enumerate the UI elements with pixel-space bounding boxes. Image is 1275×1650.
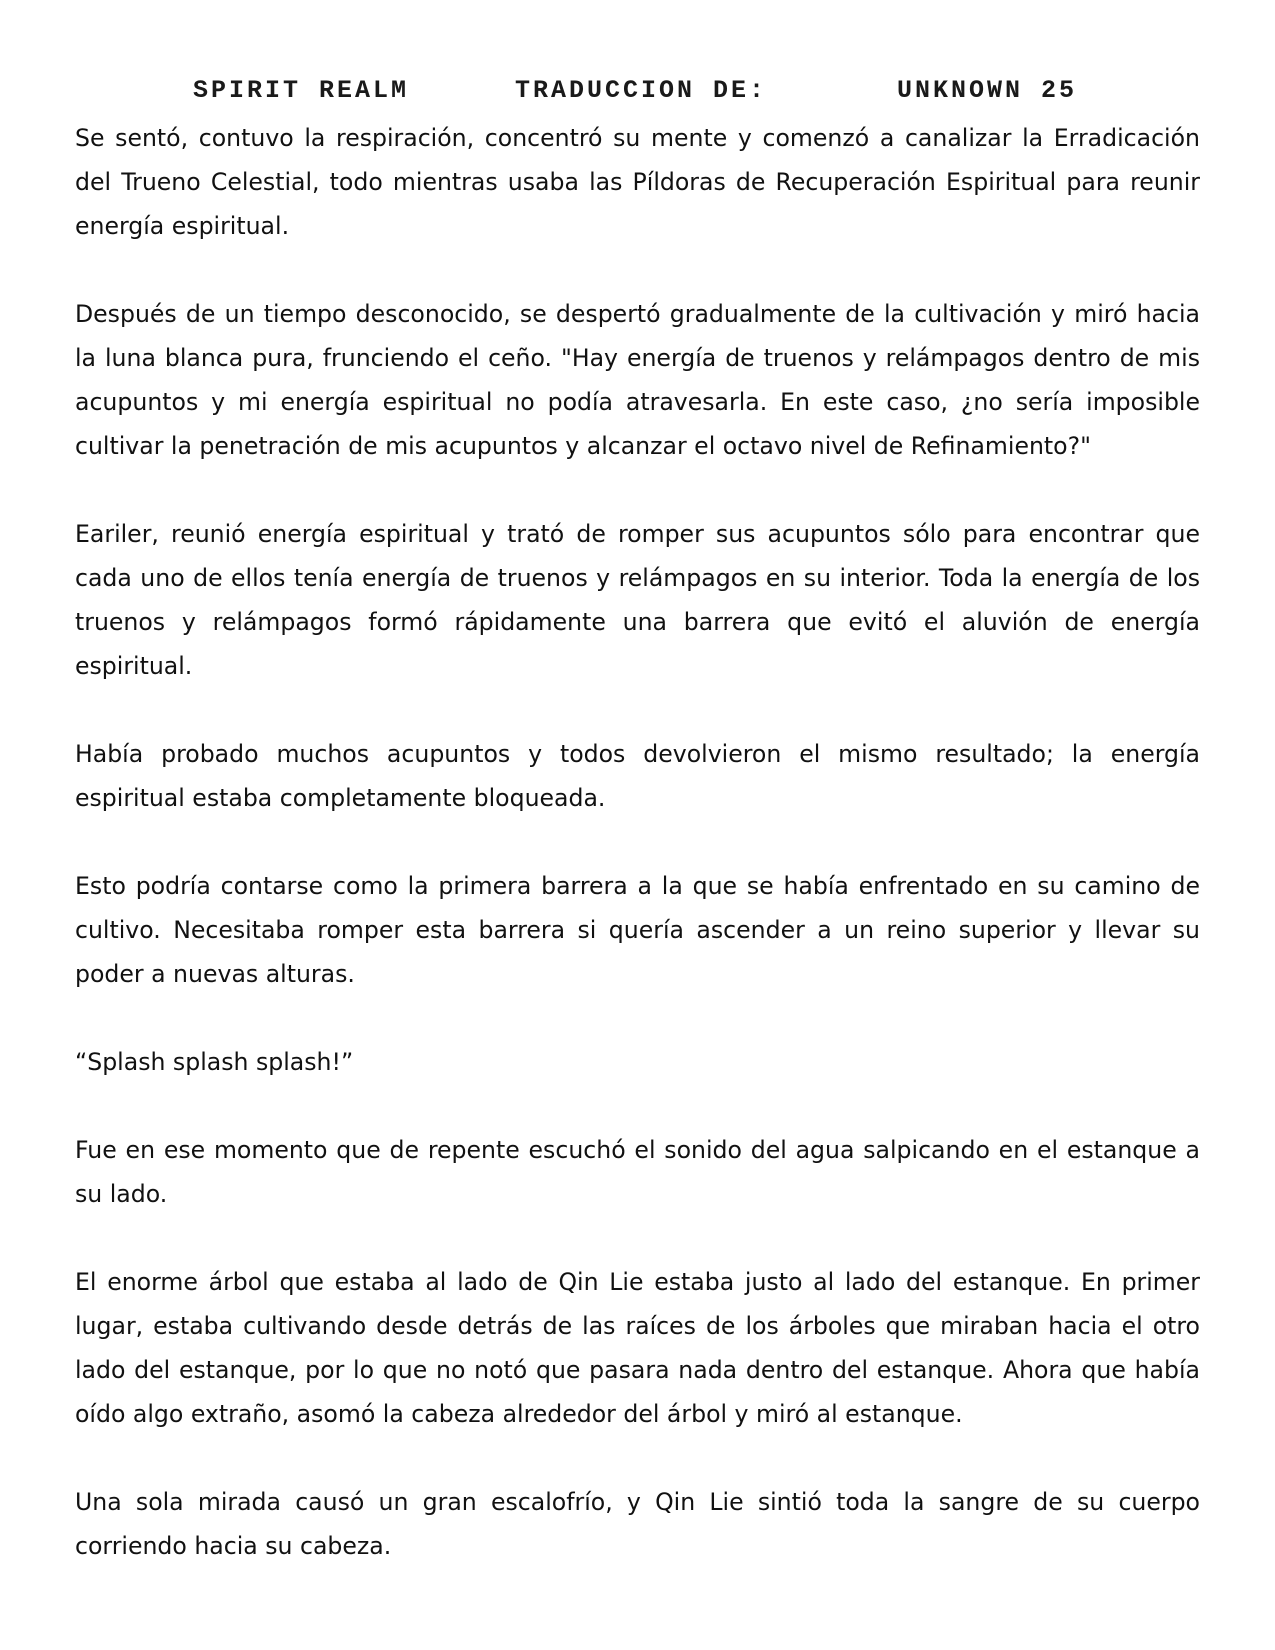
document-body — [75, 116, 1200, 1612]
paragraph: Había probado muchos acupuntos y todos devolvieron el mismo resultado; la energía espiritual estaba completamente bloqueada. — [75, 740, 1200, 812]
paragraph: Después de un tiempo desconocido, se despertó gradualmente de la cultivación y miró hacia la luna blanca pura, frunciendo el ceño. "Hay energía de truenos y relámpagos dentro de mis acupuntos y mi energía espiritual no podía atravesarla. En este caso, ¿no sería imposible cultivar la penetración de mis acupuntos y alcanzar el octavo nivel de Refinamiento?" — [75, 300, 1200, 460]
paragraph: “Splash splash splash!” — [75, 1048, 354, 1076]
header-translation-label: TRADUCCION DE: — [515, 76, 768, 105]
paragraph: Una sola mirada causó un gran escalofrío, y Qin Lie sintió toda la sangre de su cuerpo corriendo hacia su cabeza. — [75, 1488, 1200, 1560]
paragraph: El enorme árbol que estaba al lado de Qin Lie estaba justo al lado del estanque. En primer lugar, estaba cultivando desde detrás de las raíces de los árboles que miraban hacia el otro lado del estanque, por lo que no notó que pasara nada dentro del estanque. Ahora que había oído algo extraño, asomó la cabeza alrededor del árbol y miró al estanque. — [75, 1268, 1200, 1428]
header-translator-name: UNKNOWN 25 — [897, 76, 1078, 105]
paragraph: Se sentó, contuvo la respiración, concentró su mente y comenzó a canalizar la Erradicación del Trueno Celestial, todo mientras usaba las Píldoras de Recuperación Espiritual para reunir energía espiritual. — [75, 124, 1200, 240]
paragraph: Esto podría contarse como la primera barrera a la que se había enfrentado en su camino de cultivo. Necesitaba romper esta barrera si quería ascender a un reino superior y llevar su poder a nuevas alturas. — [75, 872, 1200, 988]
header-series-title: SPIRIT REALM — [193, 76, 410, 105]
paragraph: Fue en ese momento que de repente escuchó el sonido del agua salpicando en el estanque a su lado. — [75, 1136, 1200, 1208]
paragraph: Eariler, reunió energía espiritual y trató de romper sus acupuntos sólo para encontrar que cada uno de ellos tenía energía de truenos y relámpagos en su interior. Toda la energía de los truenos y relámpagos formó rápidamente una barrera que evitó el aluvión de energía espiritual. — [75, 520, 1200, 680]
page-header — [0, 70, 1275, 114]
